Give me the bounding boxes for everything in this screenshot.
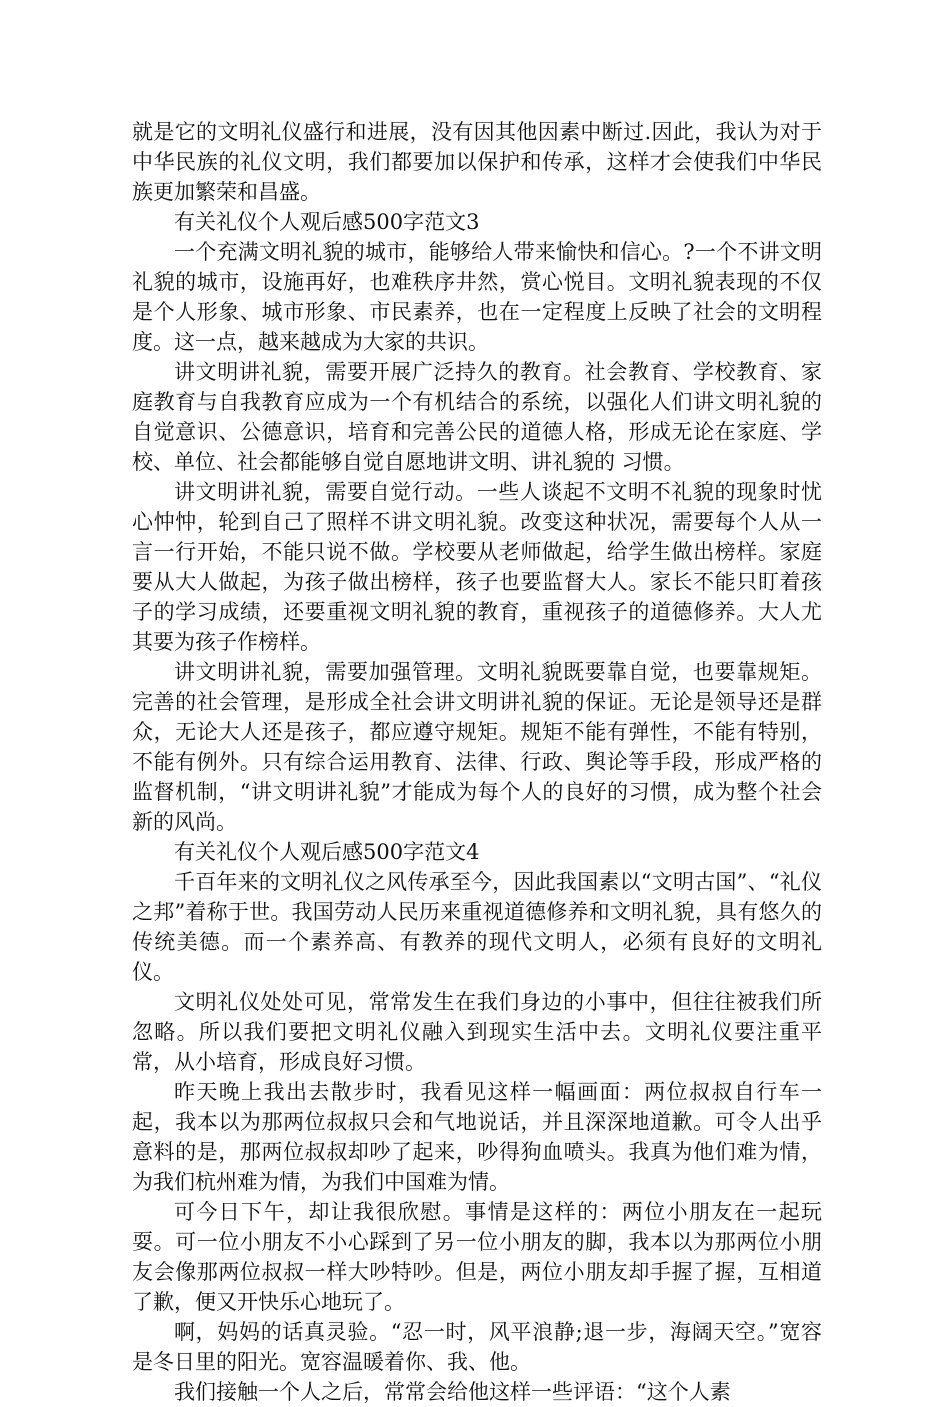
paragraph: 讲文明讲礼貌，需要开展广泛持久的教育。社会教育、学校教育、家庭教育与自我教育应成为一个有机结合的系统，以强化人们讲文明礼貌的自觉意识、公德意识，培育和完善公民的道德人格，形成无论在家庭、学校、单位、社会都能够自觉自愿地讲文明、讲礼貌的 习惯。	[132, 360, 822, 474]
paragraph: 一个充满文明礼貌的城市，能够给人带来愉快和信心。?一个不讲文明礼貌的城市，设施再好，也难秩序井然，赏心悦目。文明礼貌表现的不仅是个人形象、城市形象、市民素养，也在一定程度上反映了社会的文明程度。这一点，越来越成为大家的共识。	[132, 240, 822, 354]
paragraph: 讲文明讲礼貌，需要加强管理。文明礼貌既要靠自觉，也要靠规矩。完善的社会管理，是形成全社会讲文明讲礼貌的保证。无论是领导还是群众，无论大人还是孩子，都应遵守规矩。规矩不能有弹性，不能有特别，不能有例外。只有综合运用教育、法律、行政、舆论等手段，形成严格的监督机制，“讲文明讲礼貌”才能成为每个人的良好的习惯，成为整个社会新的风尚。	[132, 660, 822, 834]
section-heading-3: 有关礼仪个人观后感500字范文3	[174, 210, 480, 234]
paragraph-continuation: 就是它的文明礼仪盛行和进展，没有因其他因素中断过.因此，我认为对于中华民族的礼仪文明，我们都要加以保护和传承，这样才会使我们中华民族更加繁荣和昌盛。	[132, 120, 822, 204]
paragraph-truncated: 我们接触一个人之后，常常会给他这样一些评语：“这个人素	[174, 1380, 731, 1404]
paragraph: 啊，妈妈的话真灵验。“忍一时，风平浪静;退一步，海阔天空。”宽容是冬日里的阳光。宽容温暖着你、我、他。	[132, 1320, 822, 1374]
paragraph: 文明礼仪处处可见，常常发生在我们身边的小事中，但往往被我们所忽略。所以我们要把文明礼仪融入到现实生活中去。文明礼仪要注重平常，从小培育，形成良好习惯。	[132, 990, 822, 1074]
section-heading-4: 有关礼仪个人观后感500字范文4	[174, 840, 480, 864]
paragraph: 可今日下午，却让我很欣慰。事情是这样的：两位小朋友在一起玩耍。可一位小朋友不小心踩到了另一位小朋友的脚，我本以为那两位小朋友会像那两位叔叔一样大吵特吵。但是，两位小朋友却手握了握，互相道了歉，便又开快乐心地玩了。	[132, 1200, 822, 1314]
document-body	[132, 117, 822, 1407]
paragraph: 昨天晚上我出去散步时，我看见这样一幅画面：两位叔叔自行车一起，我本以为那两位叔叔只会和气地说话，并且深深地道歉。可令人出乎意料的是，那两位叔叔却吵了起来，吵得狗血喷头。我真为他们难为情，为我们杭州难为情，为我们中国难为情。	[132, 1080, 822, 1194]
paragraph: 讲文明讲礼貌，需要自觉行动。一些人谈起不文明不礼貌的现象时忧心忡忡，轮到自己了照样不讲文明礼貌。改变这种状况，需要每个人从一言一行开始，不能只说不做。学校要从老师做起，给学生做出榜样。家庭要从大人做起，为孩子做出榜样，孩子也要监督大人。家长不能只盯着孩子的学习成绩，还要重视文明礼貌的教育，重视孩子的道德修养。大人尤其要为孩子作榜样。	[132, 480, 822, 654]
paragraph: 千百年来的文明礼仪之风传承至今，因此我国素以“文明古国”、“礼仪之邦”着称于世。我国劳动人民历来重视道德修养和文明礼貌，具有悠久的传统美德。而一个素养高、有教养的现代文明人，必须有良好的文明礼仪。	[132, 870, 822, 984]
